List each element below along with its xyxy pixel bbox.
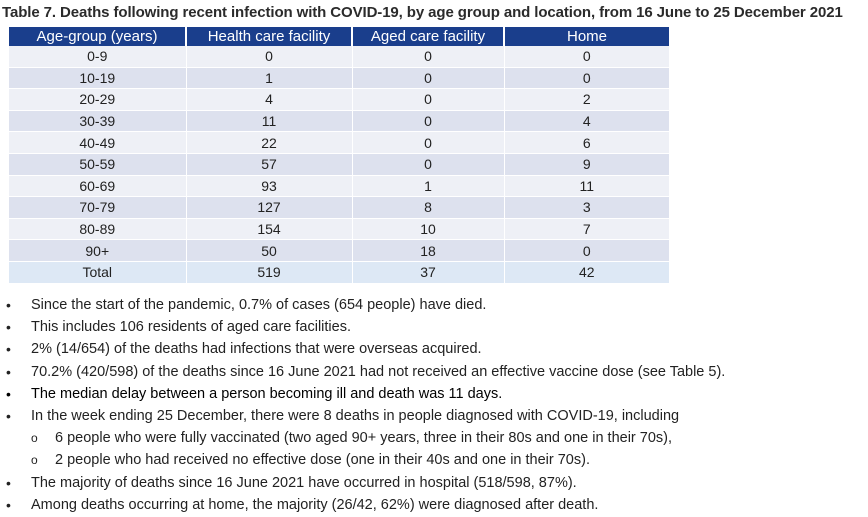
cell-total-aged-care: 37 bbox=[352, 261, 504, 283]
cell-home: 0 bbox=[504, 67, 669, 89]
cell-health-care: 127 bbox=[186, 197, 352, 219]
list-item bbox=[0, 494, 868, 516]
note-text: Since the start of the pandemic, 0.7% of cases (654 people) have died. bbox=[31, 297, 487, 313]
cell-home: 2 bbox=[504, 89, 669, 111]
table-row bbox=[9, 197, 669, 219]
cell-age-group: 80-89 bbox=[9, 218, 186, 240]
header-home: Home bbox=[504, 27, 669, 46]
hollow-bullet-icon: o bbox=[31, 431, 38, 446]
cell-home: 3 bbox=[504, 197, 669, 219]
cell-age-group: 10-19 bbox=[9, 67, 186, 89]
bullet-icon: • bbox=[6, 319, 11, 336]
cell-home: 7 bbox=[504, 218, 669, 240]
cell-aged-care: 0 bbox=[352, 67, 504, 89]
header-health-care-facility: Health care facility bbox=[186, 27, 352, 46]
cell-home: 6 bbox=[504, 132, 669, 154]
cell-total-home: 42 bbox=[504, 261, 669, 283]
cell-health-care: 154 bbox=[186, 218, 352, 240]
bullet-icon: • bbox=[6, 341, 11, 358]
cell-age-group: 30-39 bbox=[9, 110, 186, 132]
cell-aged-care: 0 bbox=[352, 153, 504, 175]
list-item bbox=[0, 383, 868, 405]
cell-aged-care: 0 bbox=[352, 132, 504, 154]
cell-aged-care: 0 bbox=[352, 110, 504, 132]
list-item bbox=[0, 316, 868, 338]
note-text: 2% (14/654) of the deaths had infections that were overseas acquired. bbox=[31, 341, 482, 358]
table-row bbox=[9, 218, 669, 240]
cell-age-group: 20-29 bbox=[9, 89, 186, 111]
table-row bbox=[9, 89, 669, 111]
list-item bbox=[0, 361, 868, 383]
note-text: In the week ending 25 December, there were 8 deaths in people diagnosed with COVID-19, including bbox=[31, 407, 680, 424]
cell-home: 4 bbox=[504, 110, 669, 132]
table-row bbox=[9, 153, 669, 175]
note-text: 2 people who had received no effective dose (one in their 40s and one in their 70s). bbox=[55, 452, 590, 469]
note-text: 70.2% (420/598) of the deaths since 16 June 2021 had not received an effective vaccine dose (see Table 5). bbox=[31, 363, 726, 380]
note-text: The majority of deaths since 16 June 2021 have occurred in hospital (518/598, 87%). bbox=[31, 474, 577, 491]
cell-age-group: 70-79 bbox=[9, 197, 186, 219]
table-title: Table 7. Deaths following recent infection with COVID-19, by age group and location, from 16 June to 25 December 2021 bbox=[2, 4, 843, 21]
list-item bbox=[0, 472, 868, 494]
table-row bbox=[9, 67, 669, 89]
bullet-icon: • bbox=[6, 297, 11, 313]
header-aged-care-facility: Aged care facility bbox=[352, 27, 504, 46]
list-item bbox=[0, 405, 868, 427]
table-row bbox=[9, 110, 669, 132]
cell-aged-care: 8 bbox=[352, 197, 504, 219]
cell-home: 0 bbox=[504, 240, 669, 262]
cell-home: 11 bbox=[504, 175, 669, 197]
cell-health-care: 93 bbox=[186, 175, 352, 197]
bullet-icon: • bbox=[6, 363, 11, 380]
cell-aged-care: 1 bbox=[352, 175, 504, 197]
cell-age-group: 90+ bbox=[9, 240, 186, 262]
cell-home: 0 bbox=[504, 46, 669, 67]
table-row bbox=[9, 240, 669, 262]
header-age-group: Age-group (years) bbox=[9, 27, 186, 46]
cell-health-care: 50 bbox=[186, 240, 352, 262]
sub-list-item bbox=[0, 449, 868, 471]
notes-list bbox=[0, 294, 868, 516]
list-item bbox=[0, 338, 868, 360]
note-text: The median delay between a person becoming ill and death was 11 days. bbox=[31, 385, 503, 402]
cell-total-health-care: 519 bbox=[186, 261, 352, 283]
cell-aged-care: 10 bbox=[352, 218, 504, 240]
bullet-icon: • bbox=[6, 496, 11, 513]
cell-health-care: 11 bbox=[186, 110, 352, 132]
cell-health-care: 4 bbox=[186, 89, 352, 111]
table-row bbox=[9, 175, 669, 197]
hollow-bullet-icon: o bbox=[31, 453, 38, 468]
table-row bbox=[9, 132, 669, 154]
sub-list-item bbox=[0, 427, 868, 449]
cell-aged-care: 0 bbox=[352, 89, 504, 111]
cell-age-group: 0-9 bbox=[9, 46, 186, 67]
list-item bbox=[0, 294, 868, 316]
cell-health-care: 22 bbox=[186, 132, 352, 154]
cell-age-group: 50-59 bbox=[9, 153, 186, 175]
cell-health-care: 57 bbox=[186, 153, 352, 175]
cell-age-group: 60-69 bbox=[9, 175, 186, 197]
table-row bbox=[9, 46, 669, 67]
note-text: This includes 106 residents of aged care facilities. bbox=[31, 319, 351, 336]
bullet-icon: • bbox=[6, 474, 11, 491]
cell-aged-care: 0 bbox=[352, 46, 504, 67]
cell-health-care: 1 bbox=[186, 67, 352, 89]
cell-aged-care: 18 bbox=[352, 240, 504, 262]
table-header-row bbox=[9, 27, 669, 46]
cell-health-care: 0 bbox=[186, 46, 352, 67]
cell-total-label: Total bbox=[9, 261, 186, 283]
cell-home: 9 bbox=[504, 153, 669, 175]
bullet-icon: • bbox=[6, 407, 11, 424]
table-total-row bbox=[9, 261, 669, 283]
note-text: Among deaths occurring at home, the majority (26/42, 62%) were diagnosed after death. bbox=[31, 496, 599, 513]
bullet-icon: • bbox=[6, 385, 11, 402]
note-text: 6 people who were fully vaccinated (two aged 90+ years, three in their 80s and one in their 70s), bbox=[55, 430, 673, 447]
cell-age-group: 40-49 bbox=[9, 132, 186, 154]
deaths-table bbox=[9, 27, 669, 284]
